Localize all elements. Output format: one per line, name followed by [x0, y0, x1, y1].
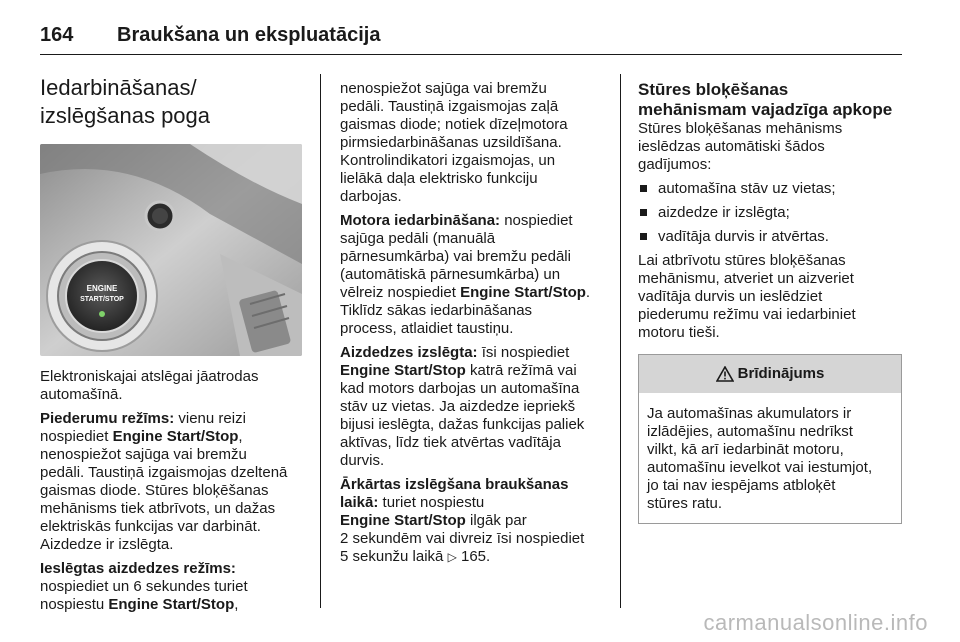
paragraph-steering-release: Lai atbrīvotu stūres bloķēšanas mehānismu, atveriet un aizveriet vadītāja durvis un ieslēdziet piederumu režīmu vai iedarbiniet motoru tieši. — [638, 252, 856, 341]
paragraph-emergency-stop: Ārkārtas izslēgšana braukšanas laikā: turiet nospiestu Engine Start/Stop ilgāk par 2 sekundēm vai divreiz īsi nospiediet 5 sekunžu laikā ▷ 165. — [340, 476, 585, 565]
watermark: carmanualsonline.info — [703, 610, 928, 635]
column-3 — [638, 80, 902, 524]
paragraph-accessory-mode: Piederumu režīms: vienu reizi nospiediet Engine Start/Stop, nenospiežot sajūga vai bremžu pedāli. Taustiņā izgaismojas dzeltenā gaismas diode. Stūres bloķēšanas mehānisms tiek atbrīvots, un dažas elektriskās funkcijas var darbināt. Aizdedze ir izslēgta. — [40, 410, 288, 553]
paragraph-ignition-off: Aizdedzes izslēgta: īsi nospiediet Engine Start/Stop katrā režīmā vai kad motors darbojas un automašīna stāv uz vietas. Ja aizdedze iepriekš bijusi ieslēgta, dažas funkcijas paliek aktīvas, līdz tiek atvērtas vadītāja durvis. — [340, 344, 585, 469]
column-divider-2 — [620, 74, 621, 608]
section-heading-start-stop: Iedarbināšanas/ izslēgšanas poga — [40, 75, 211, 128]
warning-title: Brīdinājums — [737, 365, 825, 382]
list-item: vadītāja durvis ir atvērtas. — [638, 228, 902, 246]
chapter-title: Braukšana un ekspluatācija — [117, 24, 381, 46]
column-2 — [340, 80, 602, 572]
paragraph-intro: Elektroniskajai atslēgai jāatrodas automašīnā. — [40, 368, 259, 403]
page-reference-icon[interactable]: ▷ — [447, 550, 457, 564]
paragraph-steering-intro: Stūres bloķēšanas mehānisms ieslēdzas automātiski šādos gadījumos: — [638, 120, 843, 173]
list-item: automašīna stāv uz vietas; — [638, 180, 902, 198]
warning-body: Ja automašīnas akumulators ir izlādējies, automašīnu nedrīkst vilkt, kā arī iedarbināt motoru, automašīnu ievelkot vai iestumjot, jo tai nav iespējams atbloķēt stūres ratu. — [647, 405, 873, 512]
page-reference-link[interactable]: 165. — [456, 548, 491, 565]
page-number: 164 — [40, 24, 74, 46]
column-1 — [40, 74, 302, 620]
photo-button-label-2: START/STOP — [80, 296, 124, 303]
section-heading-steering-lock: Stūres bloķēšanas mehānismam vajadzīga apkope — [638, 80, 893, 119]
page-header — [40, 14, 902, 55]
paragraph-ignition-continued: nenospiežot sajūga vai bremžu pedāli. Taustiņā izgaismojas zaļā gaismas diode; notiek dīzeļmotora pirmsiedarbināšanas uzsildīšana. Kontrolindikatori izgaismojas, un lielākā daļa elektrisko funkciju darbojas. — [340, 80, 568, 205]
column-divider-1 — [320, 74, 321, 608]
photo-button-label-1: ENGINE — [86, 284, 118, 293]
dashboard-illustration — [40, 144, 302, 356]
warning-box — [638, 354, 902, 524]
warning-header — [639, 355, 901, 393]
engine-start-stop-photo — [40, 144, 302, 356]
steering-lock-conditions — [638, 180, 902, 246]
paragraph-ignition-on: Ieslēgtas aizdedzes režīms: nospiediet un 6 sekundes turiet nospiestu Engine Start/Stop, — [40, 560, 248, 613]
list-item: aizdedze ir izslēgta; — [638, 204, 902, 222]
bullet-square-icon — [640, 233, 647, 240]
bullet-square-icon — [640, 209, 647, 216]
paragraph-engine-start: Motora iedarbināšana: nospiediet sajūga pedāli (manuālā pārnesumkārba) vai bremžu pedāli (automātiskā pārnesumkārba) un vēlreiz nospiediet Engine Start/Stop. Tiklīdz sākas iedarbināšanas process, atlaidiet taustiņu. — [340, 212, 591, 337]
bullet-square-icon — [640, 185, 647, 192]
warning-triangle-icon — [716, 366, 734, 382]
